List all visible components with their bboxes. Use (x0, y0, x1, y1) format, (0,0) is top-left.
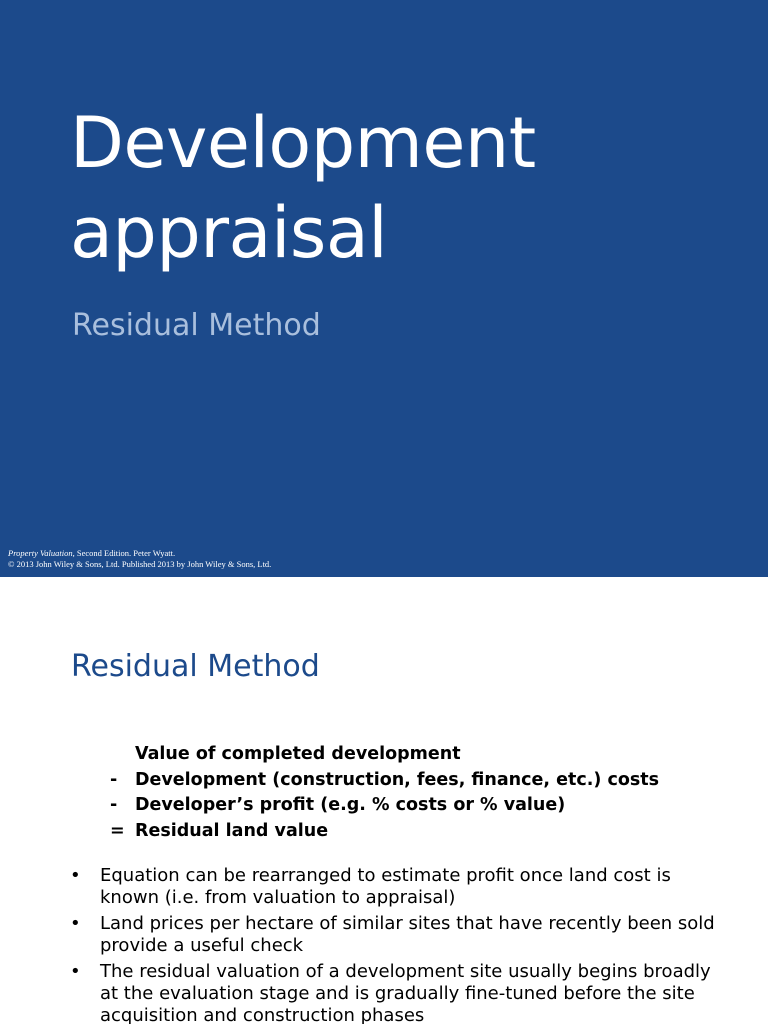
copyright-credit (8, 548, 271, 570)
formula-operator: - (110, 795, 118, 815)
bullet-list (70, 865, 720, 1024)
bullet-text: The residual valuation of a development site usually begins broadly at the evaluation stage and is gradually fine-tuned before the site acquisition and construction phases (100, 961, 711, 1024)
main-title (70, 98, 750, 278)
credit-edition: , Second Edition. Peter Wyatt. (72, 548, 176, 558)
formula-row (110, 793, 659, 819)
bullet-icon: • (70, 913, 81, 934)
list-item (70, 913, 720, 957)
bullet-icon: • (70, 961, 81, 982)
residual-formula (110, 742, 659, 844)
bullet-text: Equation can be rearranged to estimate profit once land cost is known (i.e. from valuation to appraisal) (100, 865, 671, 908)
formula-row (110, 742, 659, 768)
title-line-2: appraisal (70, 192, 388, 274)
formula-row (110, 819, 659, 845)
formula-text: Value of completed development (135, 744, 461, 764)
subtitle: Residual Method (72, 308, 321, 343)
formula-operator: - (110, 769, 118, 790)
formula-text: Residual land value (135, 820, 329, 841)
formula-text: Developer’s profit (e.g. % costs or % value) (135, 795, 566, 815)
content-slide (0, 577, 768, 1024)
credit-publisher: © 2013 John Wiley & Sons, Ltd. Published 2013 by John Wiley & Sons, Ltd. (8, 559, 272, 569)
bullet-text: Land prices per hectare of similar sites that have recently been sold provide a useful check (100, 913, 715, 956)
list-item (70, 961, 720, 1024)
credit-book-title: Property Valuation (8, 548, 73, 558)
formula-row (110, 768, 659, 794)
formula-operator: = (110, 820, 125, 841)
title-line-1: Development (70, 102, 536, 184)
bullet-icon: • (70, 865, 81, 886)
list-item (70, 865, 720, 909)
content-title: Residual Method (71, 649, 320, 684)
formula-text: Development (construction, fees, finance, etc.) costs (135, 769, 660, 790)
